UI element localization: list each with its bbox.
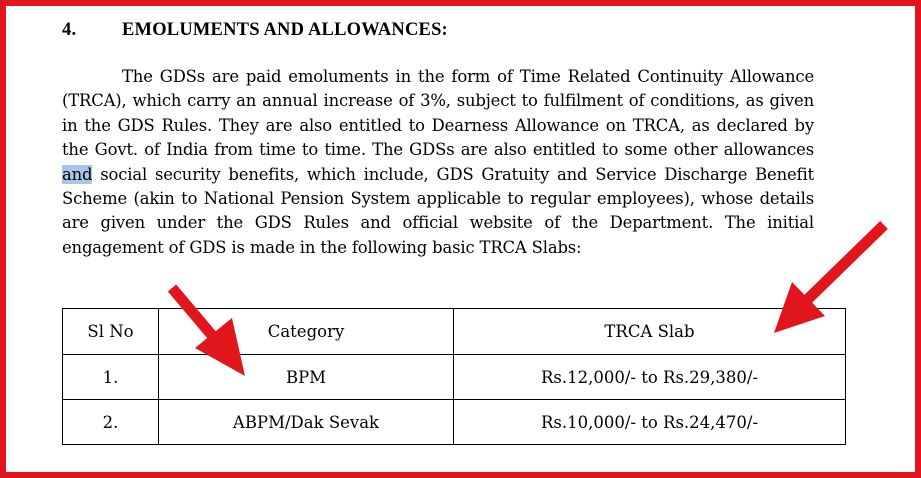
section-number: 4. <box>62 19 77 40</box>
section-title: EMOLUMENTS AND ALLOWANCES: <box>122 19 448 40</box>
arrow-left-icon <box>172 288 245 376</box>
cell-trca-slab: Rs.10,000/- to Rs.24,470/- <box>454 400 846 445</box>
header-sl-no: Sl No <box>63 309 159 355</box>
header-category: Category <box>159 309 454 355</box>
paragraph-text-before: The GDSs are paid emoluments in the form of Time Related Continuity Allowance (TRCA), which carry an annual increase of 3%, subject to fulfilment of conditions, as given in the GDS Rules. They are also entitled to Dearness Allowance on TRCA, as declared by the Govt. of India from time to time. The GDSs are also entitled to some other allowances <box>62 67 814 160</box>
cell-category: BPM <box>159 355 454 400</box>
cell-sl-no: 1. <box>63 355 159 400</box>
cell-category: ABPM/Dak Sevak <box>159 400 454 445</box>
paragraph-text-after: social security benefits, which include, GDS Gratuity and Service Discharge Benefit Scheme (akin to National Pension System applicable to regular employees), whose details are given under the GDS Rules and official website of the Department. The initial engagement of GDS is made in the following basic TRCA Slabs: <box>62 164 814 257</box>
cell-trca-slab: Rs.12,000/- to Rs.29,380/- <box>454 355 846 400</box>
arrow-right-icon <box>774 225 884 333</box>
cell-sl-no: 2. <box>63 400 159 445</box>
header-trca-slab: TRCA Slab <box>454 309 846 355</box>
selected-text-highlight[interactable]: and <box>62 164 93 184</box>
